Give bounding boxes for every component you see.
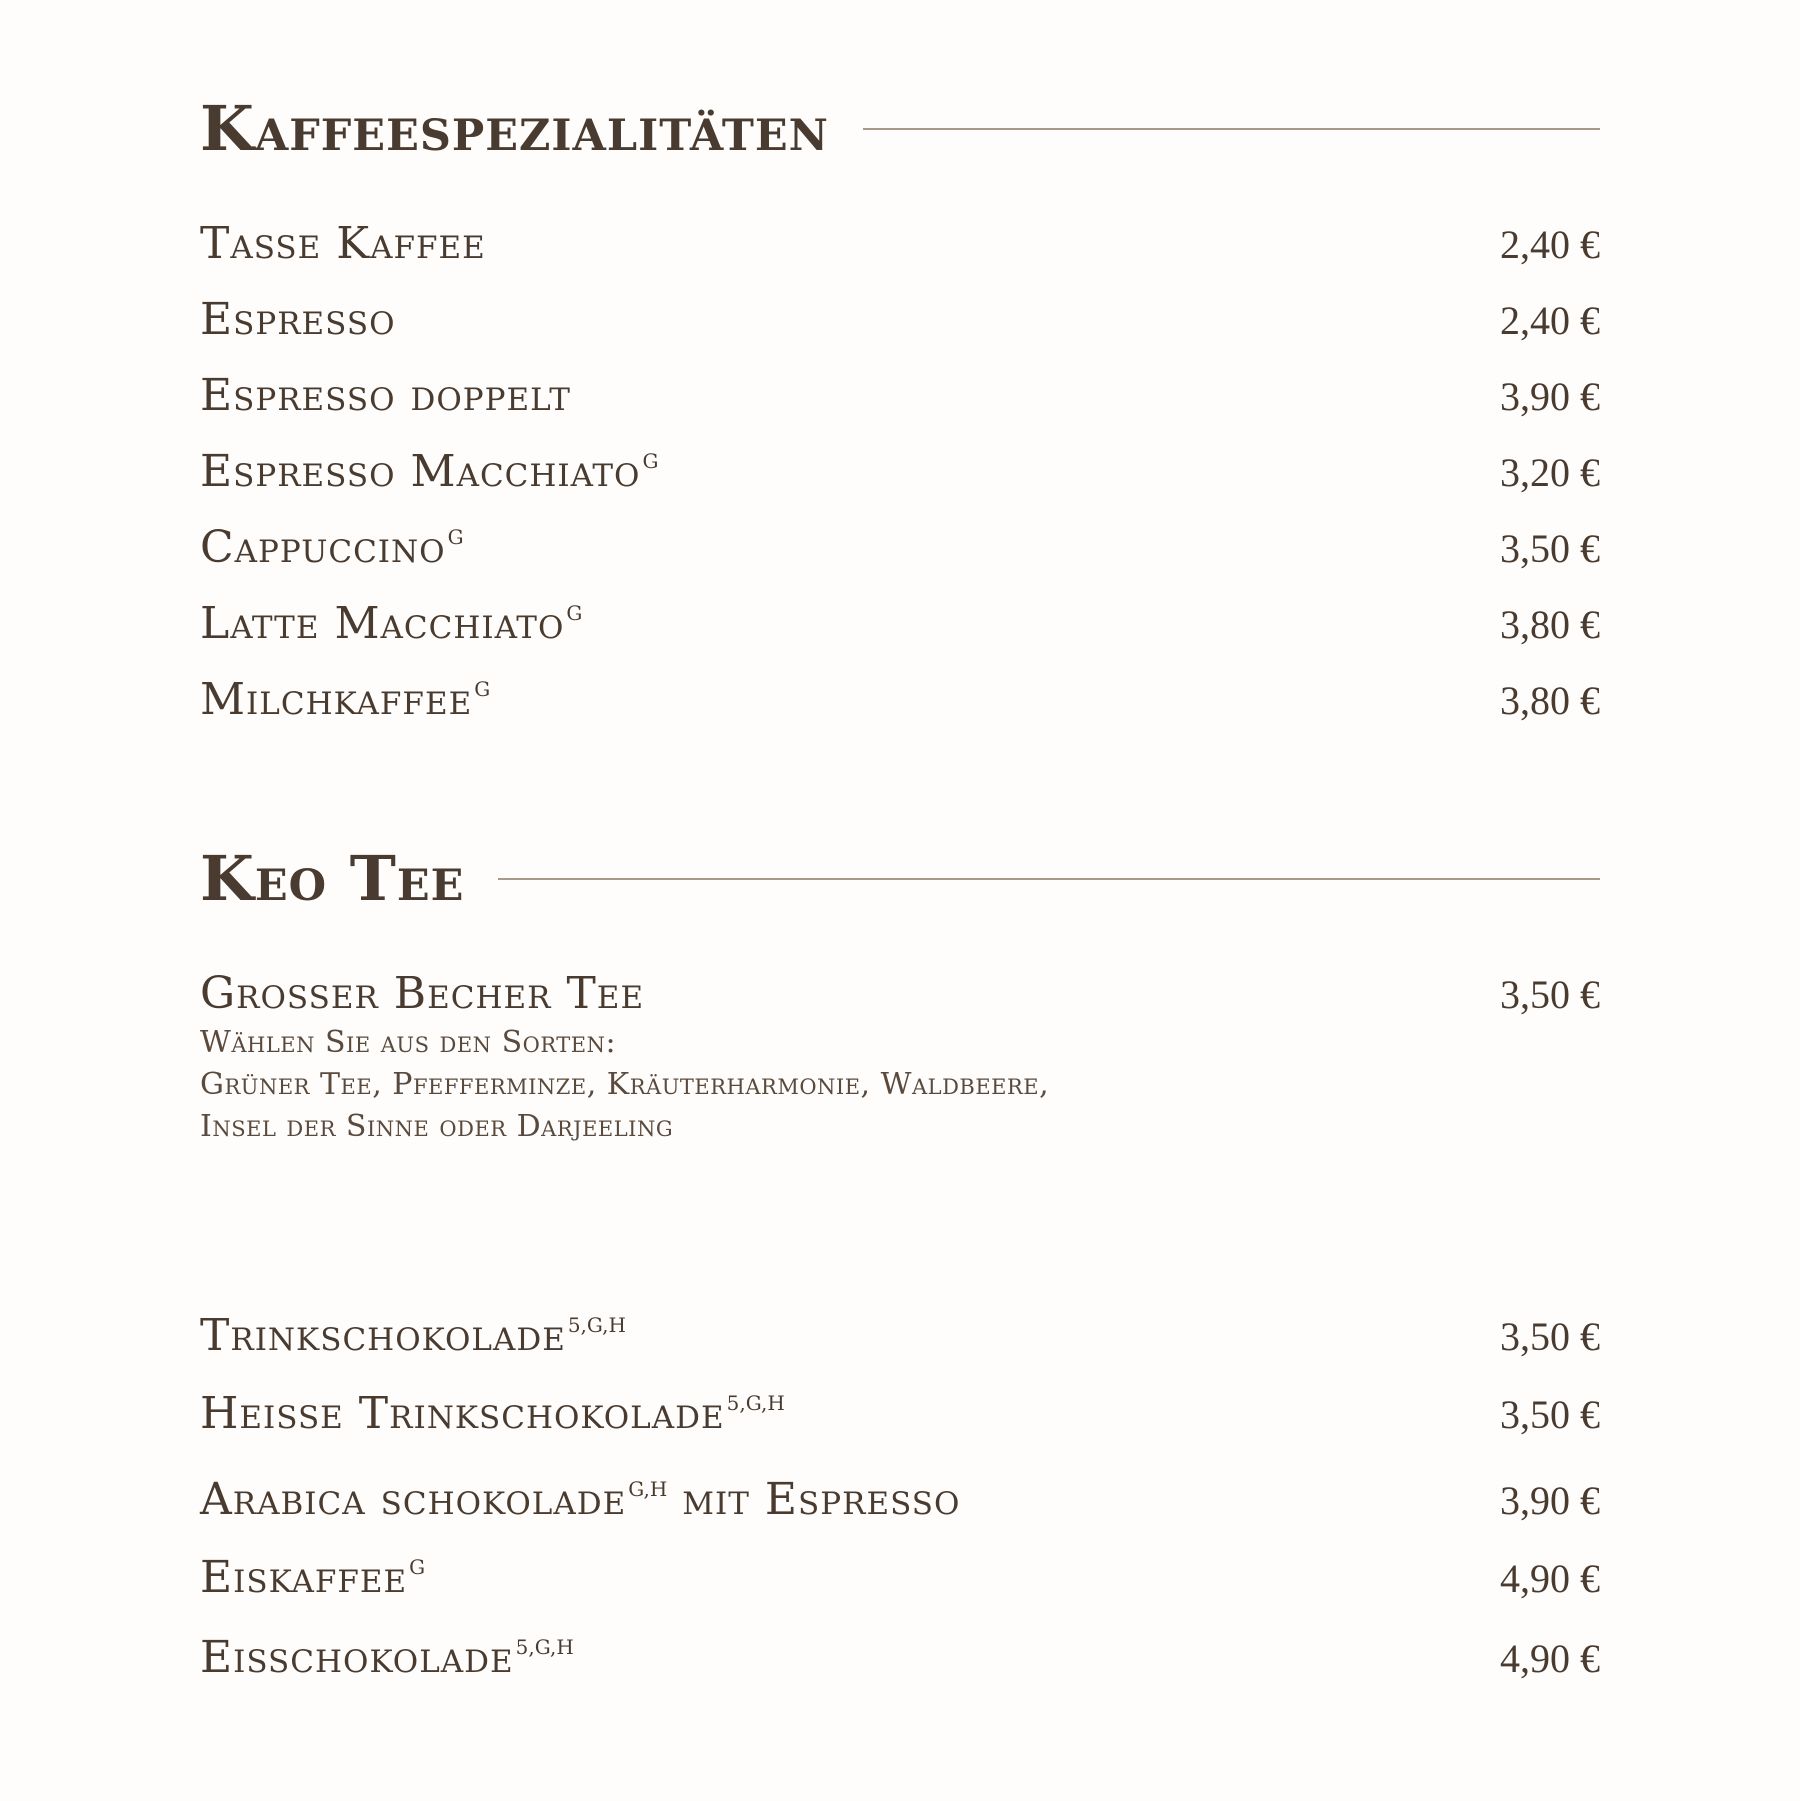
menu-item — [200, 1388, 1600, 1439]
menu-item — [200, 522, 1600, 573]
item-price: 2,40 € — [1500, 222, 1600, 267]
item-name: Espresso — [200, 294, 396, 345]
item-name: Eisschokolade $^{5,G,H}$ — [200, 1632, 574, 1683]
description-line: Wählen Sie aus den Sorten: — [200, 1025, 617, 1060]
item-price: 3,50 € — [1500, 972, 1600, 1017]
heading-divider — [863, 128, 1600, 130]
description-line: Grüner Tee, Pfefferminze, Kräuterharmonie, Waldbeere, — [200, 1067, 1050, 1102]
item-price: 3,20 € — [1500, 450, 1600, 495]
menu-item — [200, 294, 1600, 345]
menu-item — [200, 218, 1600, 269]
menu-item — [200, 370, 1600, 421]
allergen-note: G — [474, 677, 491, 701]
allergen-note: G — [447, 525, 464, 549]
item-name: Trinkschokolade $^{5,G,H}$ — [200, 1310, 626, 1361]
item-name: Eiskaffee $^G$ — [200, 1552, 426, 1603]
item-name: Tasse Kaffee — [200, 218, 486, 269]
allergen-note: 5,G,H — [726, 1391, 785, 1415]
item-price: 3,50 € — [1500, 1392, 1600, 1437]
section-title-tea: Keo Tee — [200, 842, 465, 915]
item-name: Heisse Trinkschokolade $^{5,G,H}$ — [200, 1388, 785, 1439]
menu-item — [200, 598, 1600, 649]
item-price: 4,90 € — [1500, 1636, 1600, 1681]
description-line: Insel der Sinne oder Darjeeling — [200, 1109, 674, 1144]
item-price: 3,50 € — [1500, 1314, 1600, 1359]
menu-item — [200, 1474, 1600, 1525]
item-price: 3,90 € — [1500, 374, 1600, 419]
item-name: Milchkaffee $^G$ — [200, 674, 491, 725]
allergen-note: G — [409, 1555, 426, 1579]
tea-description — [200, 1022, 1300, 1148]
allergen-note: 5,G,H — [567, 1313, 626, 1337]
coffee-heading-row — [200, 92, 1600, 165]
item-name: Grosser Becher Tee — [200, 968, 645, 1019]
menu-item — [200, 968, 1600, 1019]
item-price: 3,50 € — [1500, 526, 1600, 571]
item-name: Cappuccino $^G$ — [200, 522, 464, 573]
item-price: 3,90 € — [1500, 1478, 1600, 1523]
item-price: 3,80 € — [1500, 602, 1600, 647]
allergen-note: G — [642, 449, 659, 473]
menu-item — [200, 1310, 1600, 1361]
item-name: Espresso doppelt — [200, 370, 571, 421]
menu-item — [200, 1552, 1600, 1603]
tea-heading-row — [200, 842, 1600, 915]
menu-item — [200, 1632, 1600, 1683]
menu-page — [200, 0, 1600, 1801]
heading-divider — [498, 878, 1600, 880]
menu-item — [200, 674, 1600, 725]
section-title-coffee: Kaffeespezialitäten — [200, 92, 829, 165]
allergen-note: 5,G,H — [515, 1635, 574, 1659]
item-price: 2,40 € — [1500, 298, 1600, 343]
allergen-note: G — [566, 601, 583, 625]
item-price: 4,90 € — [1500, 1556, 1600, 1601]
menu-item — [200, 446, 1600, 497]
item-price: 3,80 € — [1500, 678, 1600, 723]
item-name: Latte Macchiato $^G$ — [200, 598, 583, 649]
item-name: Arabica schokolade $^{G,H}$ mit Espresso — [200, 1474, 961, 1525]
allergen-note: G,H — [628, 1477, 668, 1501]
item-name: Espresso Macchiato $^G$ — [200, 446, 659, 497]
